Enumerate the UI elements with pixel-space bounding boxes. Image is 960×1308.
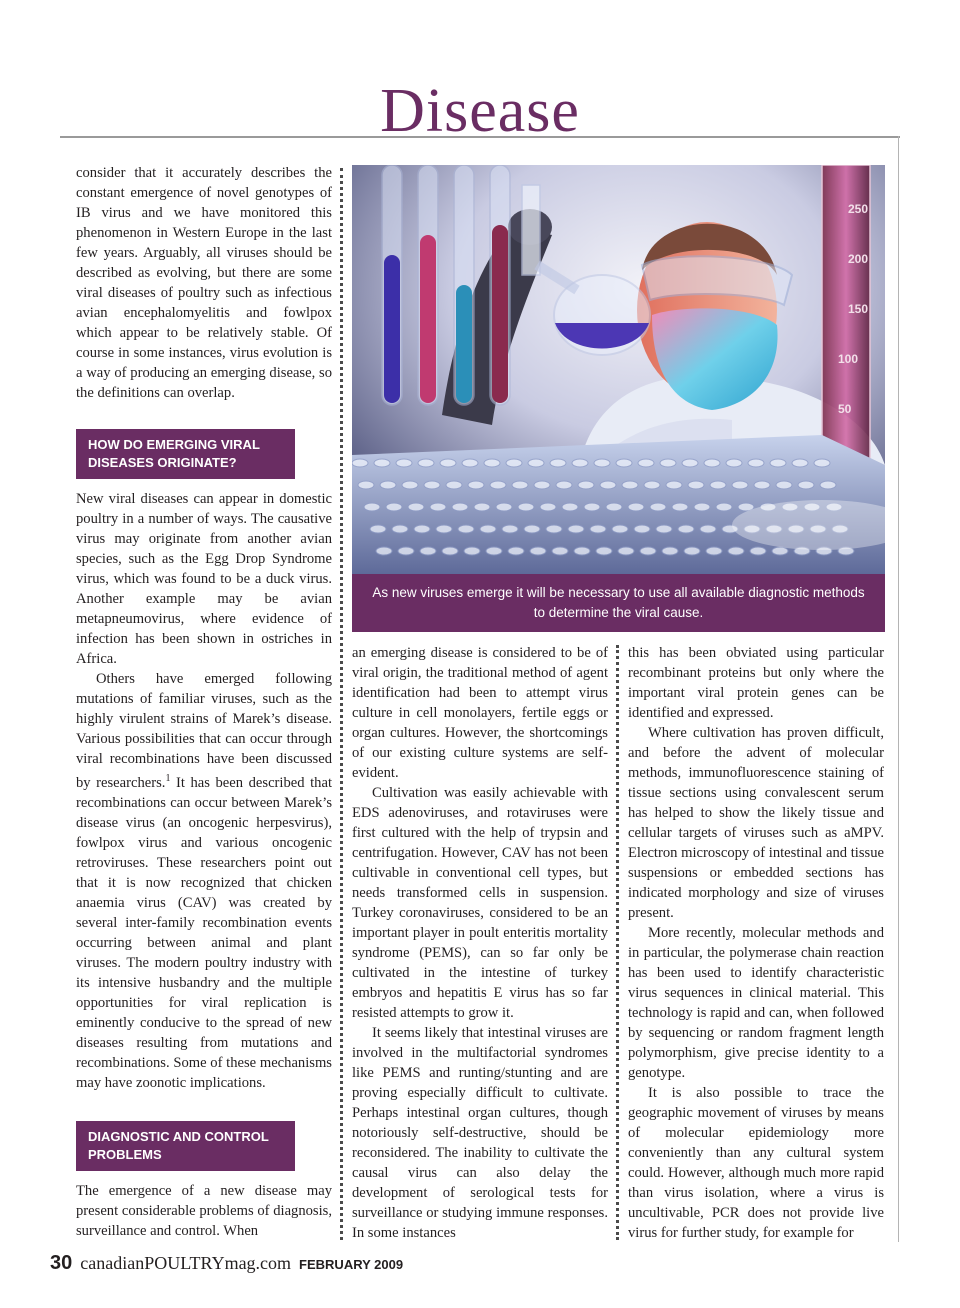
tray-well: [370, 525, 386, 533]
tray-well: [530, 547, 546, 555]
tray-well: [508, 547, 524, 555]
tray-well: [594, 459, 610, 467]
tray-well: [546, 525, 562, 533]
tray-well: [572, 459, 588, 467]
tray-well: [700, 525, 716, 533]
tray-well: [732, 481, 748, 489]
tray-well: [552, 547, 568, 555]
tray-well: [706, 547, 722, 555]
tray-well: [402, 481, 418, 489]
paragraph: consider that it accurately describes the constant emergence of novel genotypes of IB virus and we have monitored this phenomenon in Western Europe in the last few years. Arguably, all viruses should be described as evolving, but there are some viral diseases of poultry such as infectious avian encephalomyelitis and fowlpox which appear to be relatively stable. Of course in some instances, virus evolution is a way of producing an emerging disease, so the definitions can overlap.: [76, 165, 332, 401]
footnote-reference: 1: [165, 773, 171, 784]
paragraph: New viral diseases can appear in domestic poultry in a number of ways. The causative virus may originate from another avian species, such as the Egg Drop Syndrome virus, which was found to be a duck virus. Another example may be avian metapneumovirus, where evidence of infection has been shown in ostriches in Africa.: [76, 491, 332, 667]
tray-well: [754, 481, 770, 489]
footer-website: canadianPOULTRYmag.com: [80, 1253, 292, 1273]
tray-well: [704, 459, 720, 467]
tray-well: [798, 481, 814, 489]
tray-well: [462, 459, 478, 467]
tray-well: [540, 503, 556, 511]
tray-well: [442, 547, 458, 555]
tray-well: [364, 503, 380, 511]
tray-well: [392, 525, 408, 533]
tray-well: [386, 503, 402, 511]
tray-well: [486, 547, 502, 555]
tray-well: [606, 503, 622, 511]
tray-well: [770, 459, 786, 467]
tray-well: [474, 503, 490, 511]
tray-well: [458, 525, 474, 533]
paragraph: It seems likely that intestinal viruses are involved in the multifactorial syndromes like PEMS and runting/stunting and are proving especially difficult to cultivate. Perhaps intestinal organ cultures, though notoriously self-destructive, should be reconsidered. The inability to cultivate the causal virus can also delay the development of serological tests for surveillance or studying immune responses. In some instances: [352, 1025, 608, 1241]
tray-well: [578, 481, 594, 489]
tray-well: [436, 525, 452, 533]
tray-well: [374, 459, 390, 467]
paragraph: It is also possible to trace the geographic movement of viruses by means of molecular epidemiology more conveniently than any cultural system could. However, although much more rapid than virus isolation, where a virus is uncultivable, PCR does not provide live virus for further study, for example for: [628, 1085, 884, 1241]
tray-well: [562, 503, 578, 511]
tray-well: [556, 481, 572, 489]
tray-well: [748, 459, 764, 467]
tray-well: [512, 481, 528, 489]
tray-well: [424, 481, 440, 489]
tray-well: [660, 459, 676, 467]
tray-well: [418, 459, 434, 467]
tray-well: [634, 525, 650, 533]
tray-well: [480, 525, 496, 533]
column-divider: [340, 168, 343, 1240]
tray-well: [414, 525, 430, 533]
tray-well: [528, 459, 544, 467]
tray-well: [440, 459, 456, 467]
section-title: Disease: [380, 77, 580, 145]
tray-well: [638, 459, 654, 467]
tray-well: [574, 547, 590, 555]
article-column-2: [352, 643, 608, 1245]
photo-caption: As new viruses emerge it will be necessary to use all available diagnostic methods to determine the viral cause.: [352, 574, 885, 632]
tray-well: [524, 525, 540, 533]
footer-date: FEBRUARY 2009: [299, 1257, 404, 1272]
tray-well: [716, 503, 732, 511]
tray-well: [484, 459, 500, 467]
tray-well: [468, 481, 484, 489]
tray-well: [666, 481, 682, 489]
tray-well: [672, 503, 688, 511]
cylinder-mark: 250: [848, 202, 869, 216]
tray-well: [814, 459, 830, 467]
tray-well: [662, 547, 678, 555]
tray-well: [376, 547, 392, 555]
tray-well: [820, 481, 836, 489]
subhead-emerging-viral-diseases: HOW DO EMERGING VIRAL DISEASES ORIGINATE?: [76, 429, 295, 479]
tray-well: [726, 459, 742, 467]
tray-well: [616, 459, 632, 467]
tray-well: [446, 481, 462, 489]
tray-well: [682, 459, 698, 467]
tray-well: [656, 525, 672, 533]
paragraph: Where cultivation has proven difficult, and before the advent of molecular methods, immunofluorescence staining of tissue sections using convalescent serum has helped to show the likely tissue and cellular targets of viruses such as aMPV. Electron microscopy of intestinal and tissue suspensions or embedded sections has indicated morphology and size of viruses present.: [628, 725, 884, 921]
header-rule: [60, 136, 900, 138]
tray-well: [772, 547, 788, 555]
paragraph: [76, 669, 332, 1093]
cylinder-mark: 200: [848, 252, 869, 266]
tray-well: [550, 459, 566, 467]
cylinder-mark: 50: [838, 402, 852, 416]
tray-well: [622, 481, 638, 489]
paragraph: Cultivation was easily achievable with EDS adenoviruses, and rotaviruses were first cultured with the help of trypsin and centrifugation. However, CAV has not been cultivable in conventional cell types, but needs transformed cells in suspension. Turkey coronaviruses, considered to be an important player in poult enteritis mortality syndrome (PEMS), can so far only be cultivated in the intestine of turkey embryos and hepatitis E virus has so far resisted attempts to grow it.: [352, 785, 608, 1021]
tray-well: [628, 503, 644, 511]
page-footer: [50, 1252, 403, 1278]
tray-well: [584, 503, 600, 511]
tray-well: [600, 481, 616, 489]
cylinder-mark: 150: [848, 302, 869, 316]
tray-well: [590, 525, 606, 533]
paragraph-text: Others have emerged following mutations of familiar viruses, such as the highly virulent strains of Marek’s disease. Various possibilities that can occur through viral recombinations have been discussed by researchers.: [76, 671, 332, 791]
tray-well: [644, 481, 660, 489]
tray-well: [398, 547, 414, 555]
tray-well: [506, 459, 522, 467]
tray-well: [408, 503, 424, 511]
tray-well: [568, 525, 584, 533]
page-number: 30: [50, 1252, 73, 1274]
tray-well: [776, 481, 792, 489]
tray-well: [596, 547, 612, 555]
tray-well: [678, 525, 694, 533]
tray-well: [750, 547, 766, 555]
paragraph: The emergence of a new disease may present considerable problems of diagnosis, surveillance and control. When: [76, 1182, 332, 1239]
subhead-diagnostic-control: DIAGNOSTIC AND CONTROL PROBLEMS: [76, 1121, 295, 1171]
tray-well: [710, 481, 726, 489]
tray-well: [430, 503, 446, 511]
tray-well: [396, 459, 412, 467]
tray-well: [518, 503, 534, 511]
tray-well: [792, 459, 808, 467]
tray-well: [352, 459, 368, 467]
tray-well: [496, 503, 512, 511]
column-divider: [616, 645, 619, 1240]
tray-well: [490, 481, 506, 489]
tray-well: [728, 547, 744, 555]
tray-well: [534, 481, 550, 489]
tray-well: [452, 503, 468, 511]
right-border-rule: [898, 136, 899, 1242]
paragraph-text: It has been described that recombinations can occur between Marek’s disease virus (an oncogenic herpesvirus), fowlpox virus and various oncogenic retroviruses. These researchers point out that it is now recognized that chicken anaemia virus (CAV) was created by several inter-family recombination events occurring between animal and plant viruses. The modern poultry industry with its intensive husbandry and the multiple opportunities for viral replication is eminently conducive to the spread of new diseases resulting from mutations and recombinations. Some of these mechanisms may have zoonotic implications.: [76, 774, 332, 1091]
tray-well: [358, 481, 374, 489]
tray-well: [650, 503, 666, 511]
tray-well: [464, 547, 480, 555]
tray-well: [618, 547, 634, 555]
tray-well: [420, 547, 436, 555]
lab-scientist-illustration: [352, 165, 885, 574]
tray-well: [694, 503, 710, 511]
tray-well: [612, 525, 628, 533]
tray-well: [502, 525, 518, 533]
tray-well: [640, 547, 656, 555]
lab-photo: [352, 165, 885, 574]
paragraph: an emerging disease is considered to be of viral origin, the traditional method of agent identification had been to attempt virus culture in cell monolayers, fertile eggs or organ cultures. However, the shortcomings of our existing culture systems are self-evident.: [352, 645, 608, 781]
article-column-1: [76, 163, 332, 1245]
paragraph: this has been obviated using particular recombinant proteins but only where the important viral protein genes can be identified and expressed.: [628, 645, 884, 721]
tray-well: [688, 481, 704, 489]
tray-well: [684, 547, 700, 555]
paragraph: More recently, molecular methods and in particular, the polymerase chain reaction has been used to identify characteristic virus sequences in clinical material. This technology is rapid and can, when followed by sequencing or random fragment length polymorphism, give precise identity to a genotype.: [628, 925, 884, 1081]
cylinder-mark: 100: [838, 352, 859, 366]
tray-well: [380, 481, 396, 489]
article-column-3: [628, 643, 884, 1245]
